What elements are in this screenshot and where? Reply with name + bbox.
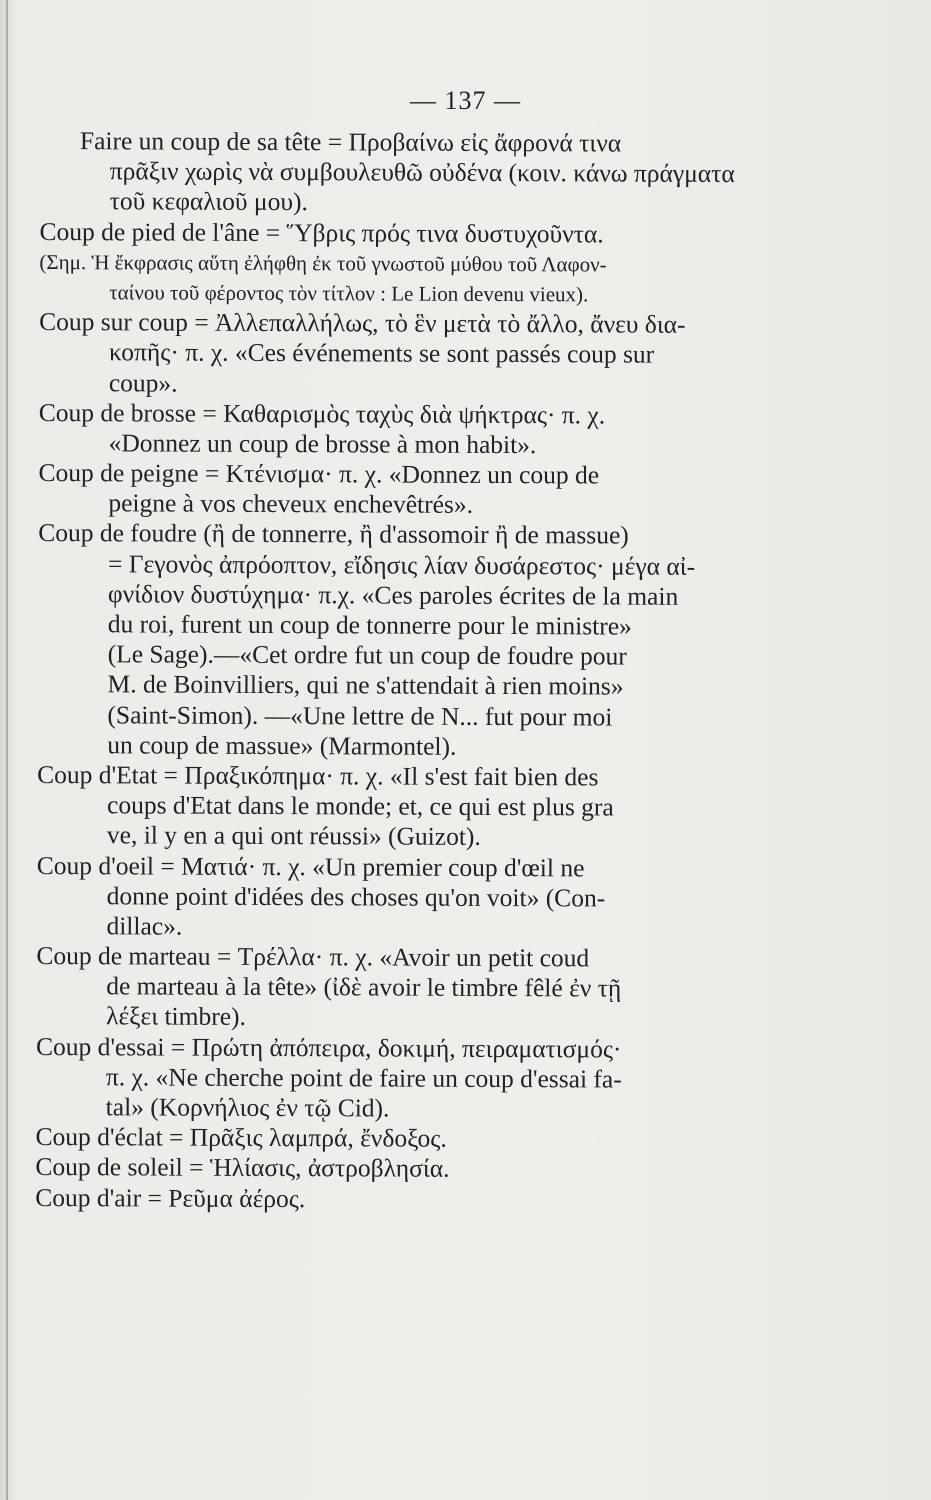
text-line: Coup d'Etat = Πραξικόπημα· π. χ. «Il s'est fait bien des	[37, 759, 599, 792]
text-line: Coup d'éclat = Πρᾶξις λαμπρά, ἔνδοξος.	[35, 1122, 447, 1153]
text-line: Coup de soleil = Ἡλίασις, ἀστροβλησία.	[35, 1152, 450, 1184]
text-line: π. χ. «Ne cherche point de faire un coup d'essai fa-	[105, 1062, 622, 1094]
text-line: = Γεγονὸς ἀπρόοπτον, εἴδησις λίαν δυσάρεστος· μέγα αἰ-	[108, 548, 696, 581]
text-line: Coup d'essai = Πρώτη ἀπόπειρα, δοκιμή, πειραματισμός·	[35, 1031, 622, 1064]
text-line: donne point d'idées des choses qu'on voit» (Con-	[106, 880, 606, 913]
text-line: M. de Boinvilliers, qui ne s'attendait à rien moins»	[107, 669, 624, 701]
text-line: «Donnez un coup de brosse à mon habit».	[108, 428, 537, 460]
text-line: du roi, furent un coup de tonnerre pour le ministre»	[107, 609, 632, 641]
text-line: dillac».	[106, 911, 183, 941]
text-line: coups d'Etat dans le monde; et, ce qui est plus gra	[106, 790, 614, 822]
text-line: λέξει timbre).	[106, 1001, 247, 1032]
text-line: Coup de peigne = Κτένισμα· π. χ. «Donnez un coup de	[38, 458, 600, 490]
page-edge-shadow	[6, 0, 8, 1500]
text-line: Coup de pied de l'âne = Ὕβρις πρός τινα δυστυχοῦντα.	[39, 216, 604, 249]
text-line: φνίδιον δυστύχημα· π.χ. «Ces paroles écrites de la main	[107, 579, 679, 611]
text-line: (Le Sage).—«Cet ordre fut un coup de foudre pour	[107, 639, 627, 671]
text-line: Coup de foudre (ἢ de tonnerre, ἢ d'assomoir ἢ de massue)	[38, 518, 629, 551]
text-line: Coup d'air = Ρεῦμα ἀέρος.	[35, 1182, 306, 1213]
text-line: πρᾶξιν χωρὶς νὰ συμβουλευθῶ οὐδένα (κοιν. κάνω πράγματα	[109, 156, 735, 189]
text-line: de marteau à la tête» (ἰδὲ avoir le timbre fêlé ἐν τῇ	[106, 971, 622, 1003]
text-line: ve, il y en a qui ont réussi» (Guizot).	[106, 820, 481, 852]
text-line: Coup de marteau = Τρέλλα· π. χ. «Avoir un petit coud	[36, 941, 590, 973]
text-line: (Saint-Simon). —«Une lettre de N... fut pour moi	[107, 699, 613, 732]
text-line: ταίνου τοῦ φέροντος τὸν τίτλον : Le Lion devenu vieux).	[109, 280, 589, 307]
text-line: coup».	[108, 367, 178, 398]
text-line: Coup sur coup = Ἀλλεπαλλήλως, τὸ ἓν μετὰ τὸ ἄλλο, ἄνευ δια-	[39, 307, 686, 339]
text-line: κοπῆς· π. χ. «Ces événements se sont passés coup sur	[108, 337, 655, 369]
text-line: peigne à vos cheveux enchevêtrés».	[108, 488, 474, 520]
text-line: (Σημ. Ἡ ἔκφρασις αὕτη ἐλήφθη ἐκ τοῦ γνωστοῦ μύθου τοῦ Λαφον-	[39, 249, 607, 277]
text-line: Faire un coup de sa tête = Προβαίνω εἰς ἄφρονά τινα	[79, 126, 622, 158]
text-line: un coup de massue» (Marmontel).	[107, 730, 457, 761]
text-line: Coup d'oeil = Ματιά· π. χ. «Un premier coup d'œil ne	[36, 850, 585, 882]
text-line: τοῦ κεφαλιοῦ μου).	[109, 186, 308, 217]
page-number: — 137 —	[410, 86, 521, 115]
dictionary-text-body	[35, 126, 790, 1216]
text-line: tal» (Κορνήλιος ἐν τῷ Cid).	[105, 1092, 390, 1123]
text-line: Coup de brosse = Καθαρισμὸς ταχὺς διὰ ψήκτρας· π. χ.	[38, 397, 606, 430]
